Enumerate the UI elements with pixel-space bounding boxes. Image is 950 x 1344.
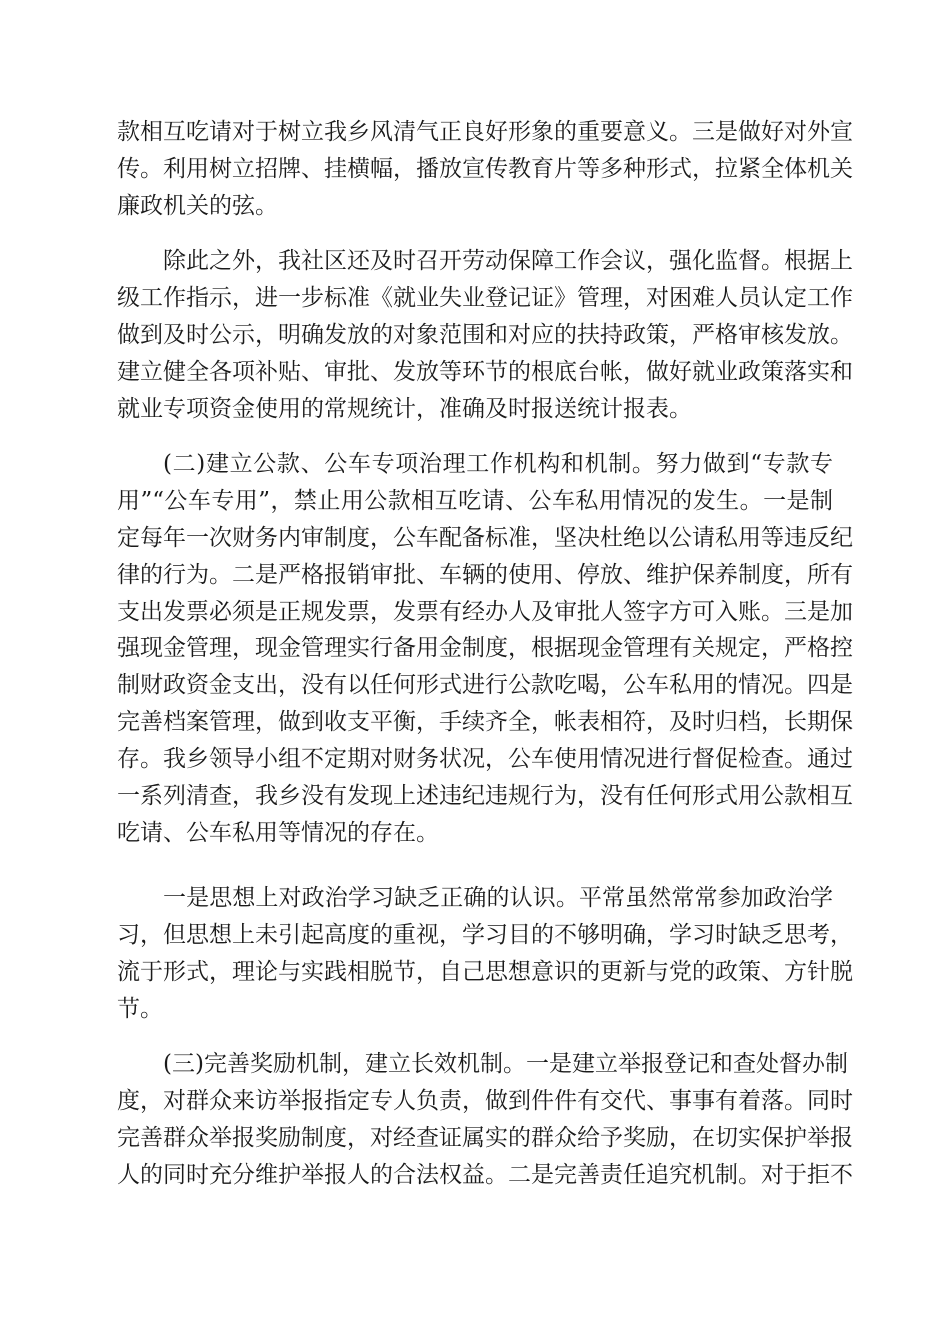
text-line: 吃请、公车私用等情况的存在。 <box>117 819 439 846</box>
text-line: 律的行为。二是严格报销审批、车辆的使用、停放、维护保养制度，所有 <box>117 561 853 588</box>
text-line: 建立健全各项补贴、审批、发放等环节的根底台帐，做好就业政策落实和 <box>117 358 853 385</box>
text-line: 一是思想上对政治学习缺乏正确的认识。平常虽然常常参加政治学 <box>163 885 833 911</box>
text-line: 人的同时充分维护举报人的合法权益。二是完善责任追究机制。对于拒不 <box>117 1161 853 1188</box>
text-line: 强现金管理，现金管理实行备用金制度，根据现金管理有关规定，严格控 <box>117 635 853 662</box>
text-line: (二)建立公款、公车专项治理工作机构和机制。努力做到“专款专 <box>163 451 833 477</box>
text-line: 除此之外，我社区还及时召开劳动保障工作会议，强化监督。根据上 <box>163 248 853 274</box>
text-line: 节。 <box>117 995 163 1022</box>
paragraph-5 <box>117 1046 853 1194</box>
text-line: (三)完善奖励机制，建立长效机制。一是建立举报登记和查处督办制 <box>163 1051 848 1077</box>
text-line: 流于形式，理论与实践相脱节，自己思想意识的更新与党的政策、方针脱 <box>117 958 853 985</box>
text-line: 一系列清查，我乡没有发现上述违纪违规行为，没有任何形式用公款相互 <box>117 783 853 810</box>
text-line: 度，对群众来访举报指定专人负责，做到件件有交代、事事有着落。同时 <box>117 1087 853 1114</box>
text-line: 级工作指示，进一步标准《就业失业登记证》管理，对困难人员认定工作 <box>117 284 853 311</box>
text-line: 完善群众举报奖励制度，对经查证属实的群众给予奖励，在切实保护举报 <box>117 1124 853 1151</box>
text-line: 就业专项资金使用的常规统计，准确及时报送统计报表。 <box>117 395 692 422</box>
paragraph-4 <box>117 880 853 1028</box>
text-line: 定每年一次财务内审制度，公车配备标准，坚决杜绝以公请私用等违反纪 <box>117 524 853 551</box>
text-line: 制财政资金支出，没有以任何形式进行公款吃喝，公车私用的情况。四是 <box>117 672 853 699</box>
text-line: 用”“公车专用”，禁止用公款相互吃请、公车私用情况的发生。一是制 <box>117 487 833 514</box>
text-line: 存。我乡领导小组不定期对财务状况，公车使用情况进行督促检查。通过 <box>117 746 853 773</box>
text-line: 完善档案管理，做到收支平衡，手续齐全，帐表相符，及时归档，长期保 <box>117 709 853 736</box>
paragraph-2 <box>117 243 853 427</box>
text-line: 做到及时公示，明确发放的对象范围和对应的扶持政策，严格审核发放。 <box>117 321 853 348</box>
text-line: 支出发票必须是正规发票，发票有经办人及审批人签字方可入账。三是加 <box>117 598 853 625</box>
text-line: 廉政机关的弦。 <box>117 192 278 219</box>
text-line: 习，但思想上未引起高度的重视，学习目的不够明确，学习时缺乏思考， <box>117 921 853 948</box>
text-line: 款相互吃请对于树立我乡风清气正良好形象的重要意义。三是做好对外宣 <box>117 119 853 145</box>
paragraph-3 <box>117 446 853 852</box>
paragraph-1 <box>117 114 853 225</box>
text-line: 传。利用树立招牌、挂横幅，播放宣传教育片等多种形式，拉紧全体机关 <box>117 155 853 182</box>
